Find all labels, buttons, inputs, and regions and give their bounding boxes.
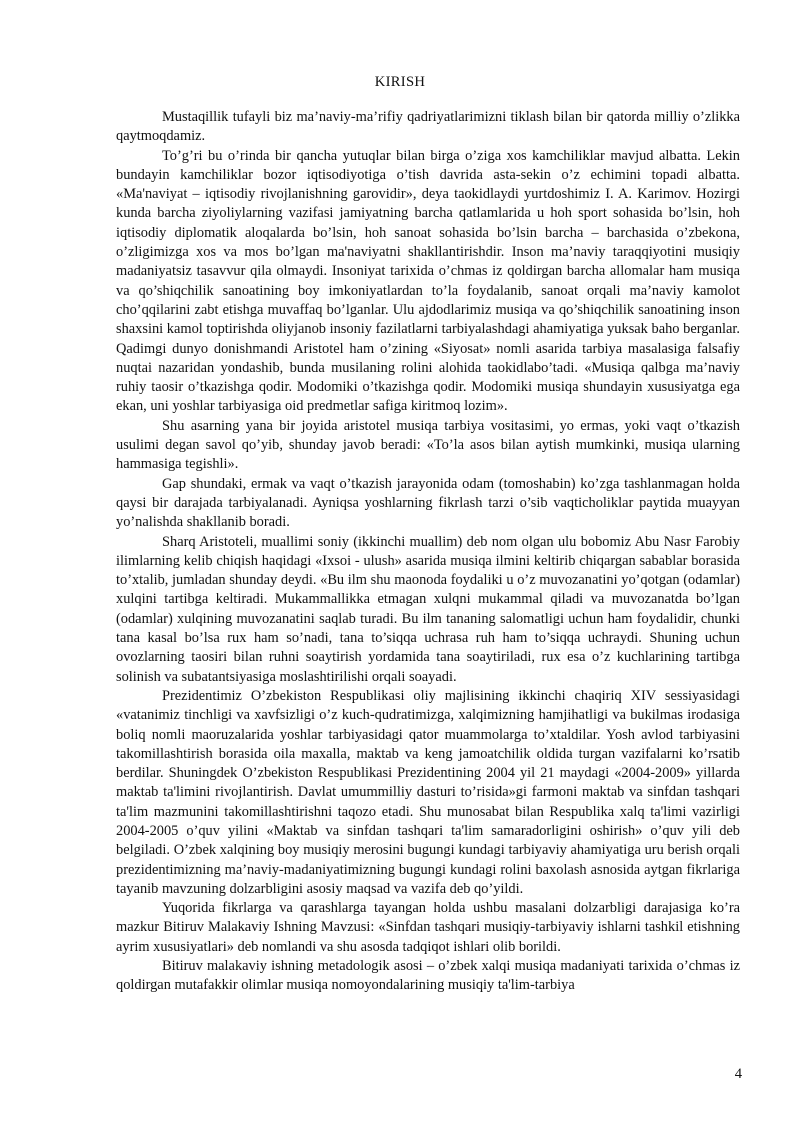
paragraph: Sharq Aristoteli, muallimi soniy (ikkinchi muallim) deb nom olgan ulu bobomiz Abu Nasr Farobiy ilimlarning kelib chiqish haqidagi «Ixsoi - ulush» asarida musiqa ilmini keltirib chiqargan sabablar borasida to’xtalib, jumladan shunday deydi. «Bu ilm shu maonoda foydaliki u o’z muvozanatini yo’qotgan (odamlar) xulqini tartibga keltiradi. Mukammallikka etmagan xulqni mukammal qiladi va muvozanatda bo’lgan (odamlar) xulqining muvozanatini saqlab turadi. Bu ilm tananing salomatligi uchun ham foydalidir, chunki tana kasal bo’lsa rux ham so’nadi, tana to’siqqa uchrasa ruh ham to’siqqa uchraydi. Shuning uchun ovozlarning taosiri bilan ruhni soaytirish yordamida tana soaytiriladi, rux esa o’z kuchlarining tartibga solinish va subatantsiyasiga moslashtirilishi orqali soayadi. (116, 533, 740, 685)
paragraph: Mustaqillik tufayli biz ma’naviy-ma’rifiy qadriyatlarimizni tiklash bilan bir qatorda milliy o’zlikka qaytmoqdamiz. (116, 109, 740, 145)
paragraph: Gap shundaki, ermak va vaqt o’tkazish jarayonida odam (tomoshabin) ko’zga tashlanmagan holda qaysi bir darajada tarbiyalanadi. Ayniqsa yoshlarning fikrlash tarzi o’sib vaqticholiklar paytida muayyan yo’nalishda shakllanib boradi. (116, 475, 740, 531)
page-number: 4 (734, 1066, 742, 1082)
paragraph: Prezidentimiz O’zbekiston Respublikasi oliy majlisining ikkinchi chaqiriq XIV sessiyasidagi «vatanimiz tinchligi va xavfsizligi o’z kuch-qudratimizga, xalqimizning hamjihatligi va bukilmas irodasiga boliq nomli maoruzalarida yoshlar tarbiyasidagi qator muammolarga to’xtaldilar. Yosh avlod tarbiyasini takomillashtirish borasida oila maxalla, maktab va keng jamoatchilik oldida turgan vazifalarni ko’rsatib berdilar. Shuningdek O’zbekiston Respublikasi Prezidentining 2004 yil 21 maydagi «2004-2009» yillarda maktab ta'limini rivojlantirish. Davlat umummilliy dasturi to’risida»gi farmoni maktab va sinfdan tashqari ta'lim mazmunini takomillashtirishni taqozo etadi. Shu munosabat bilan Respublika xalq ta'limi vazirligi 2004-2005 o’quv yilini «Maktab va sinfdan tashqari ta'lim samaradorligini oshirish» o’quv yili deb belgiladi. O’zbek xalqining boy musiqiy merosini bugungi kundagi tarbiyaviy ahamiyatiga uru berish orqali prezidentimizning ma’naviy-madaniyatimizning bugungi kundagi rolini baxolash asnosida aytgan fikrlariga tayanib mavzuning dolzarbligini asosiy maqsad va vazifa deb qo’yildi. (116, 687, 740, 897)
paragraph: Shu asarning yana bir joyida aristotel musiqa tarbiya vositasimi, yo ermas, yoki vaqt o’tkazish usulimi degan savol qo’yib, shunday javob beradi: «To’la asos bilan aytish mumkinki, musiqa ularning hammasiga tegishli». (116, 417, 740, 473)
page-title: KIRISH (374, 74, 426, 90)
paragraph: Yuqorida fikrlarga va qarashlarga tayangan holda ushbu masalani dolzarbligi darajasiga ko’ra mazkur Bitiruv Malakaviy Ishning Mavzusi: «Sinfdan tashqari musiqiy-tarbiyaviy ishlarni tashkil etishning ayrim xususiyatlari» deb nomlandi va shu asosda tadqiqot ishlari olib borildi. (116, 900, 740, 955)
body-text (116, 108, 740, 996)
paragraph: Bitiruv malakaviy ishning metadologik asosi – o’zbek xalqi musiqa madaniyati tarixida o’chmas iz qoldirgan mutafakkir olimlar musiqa nomoyondalarining musiqiy ta'lim-tarbiya (116, 958, 740, 994)
paragraph: To’g’ri bu o’rinda bir qancha yutuqlar bilan birga o’ziga xos kamchiliklar mavjud albatta. Lekin bundayin kamchiliklar bozor iqtisodiyotiga o’tish davrida asta-sekin o’z echimini topadi albatta. «Ma'naviyat – iqtisodiy rivojlanishning garovidir», deya taokidlaydi yurtdoshimiz I. A. Karimov. Hozirgi kunda barcha ziyoliylarning vazifasi jamiyatning barcha qatlamlarida u hoh sport sohasida bo’lsin, hoh iqtisodiy diplomatik aloqalarda bo’lsin, hoh sanoat sohasida bo’lsin barcha – barchasida o’zbekona, o’zligimizga xos va mos bo’lgan ma'naviyatni shakllantirishdir. Inson ma’naviy taraqqiyotini musiqiy madaniyatsiz tasavvur qila olmaydi. Insoniyat tarixida o’chmas iz qoldirgan barcha allomalar ham musiqa va qo’shiqchilik sanoatining boy imkoniyatlardan to’la foydalanib, sanoat orqali ma’naviy kamolot cho’qqilarini zabt etishga muvaffaq bo’lganlar. Ulu ajdodlarimiz musiqa va qo’shiqchilik sanoatining inson shaxsini kamol toptirishda oliyjanob insoniy fazilatlarni tarbiyalashdagi ahamiyatiga yuksak baho berganlar. Qadimgi dunyo donishmandi Aristotel ham o’zining «Siyosat» nomli asarida tarbiya masalasiga falsafiy nuqtai nazaridan yondashib, bunda musilaning rolini alohida taokidlabo’tadi. «Musiqa qalbga ma’naviy ruhiy taosir o’tkazishga qodir. Modomiki o’tkazishga qodir. Modomiki musiqa shundayin xususiyatga ega ekan, uni yoshlar tarbiyasiga oid predmetlar safiga kiritmoq lozim». (116, 147, 740, 415)
